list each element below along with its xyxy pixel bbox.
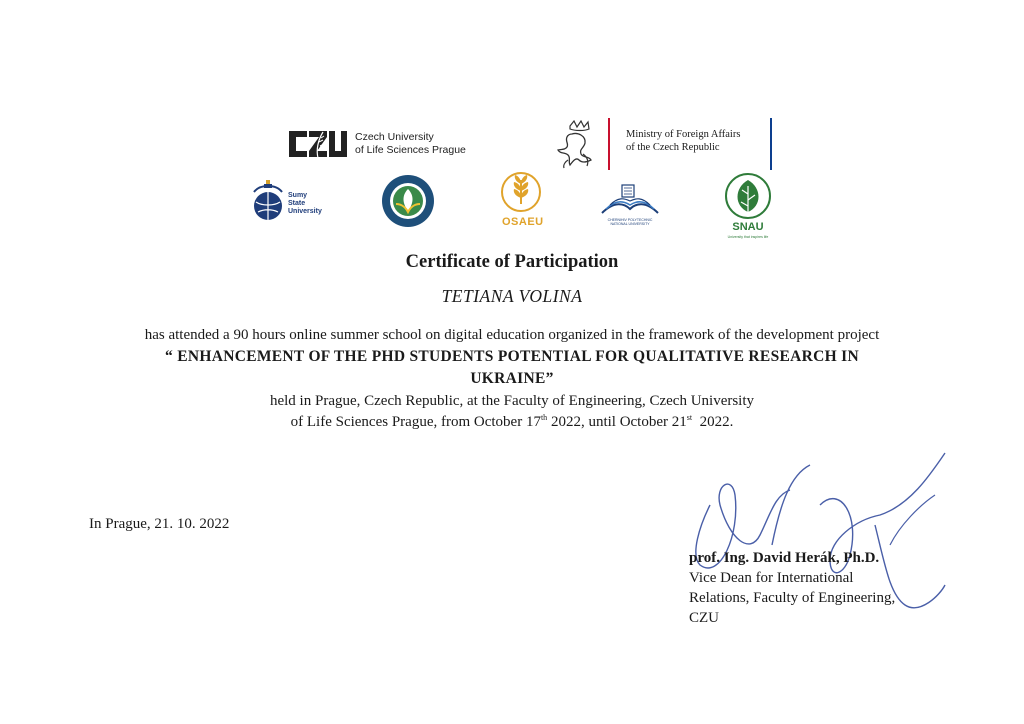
czu-name-line1: Czech University bbox=[355, 131, 434, 143]
czu-logo bbox=[287, 128, 467, 162]
snau-tagline: University that inspires life bbox=[727, 235, 769, 239]
mfa-blue-divider bbox=[770, 118, 772, 170]
held-sup-th: th bbox=[540, 413, 548, 422]
sumy-name-line2: State bbox=[288, 200, 306, 207]
held-line2-part3: 2022. bbox=[692, 414, 734, 430]
chernihiv-polytechnic-logo bbox=[598, 183, 662, 227]
sumy-name bbox=[288, 192, 322, 216]
sumy-name-line1: Sumy bbox=[288, 192, 308, 199]
sumy-name-line3: University bbox=[288, 208, 322, 215]
snau-name: SNAU bbox=[732, 221, 764, 233]
mfa-name-line2: of the Czech Republic bbox=[626, 142, 720, 153]
sumy-state-university-logo bbox=[250, 178, 340, 224]
polissia-seal-icon bbox=[381, 174, 435, 228]
czu-name bbox=[355, 131, 466, 156]
snau-logo bbox=[718, 172, 778, 244]
czech-lion-emblem-icon bbox=[556, 120, 600, 170]
signatory-name: prof. Ing. David Herák, Ph.D. bbox=[689, 550, 880, 566]
chernihiv-name: CHERNIHIV POLYTECHNIC NATIONAL UNIVERSITY bbox=[607, 218, 653, 226]
snau-leaf-icon bbox=[724, 172, 772, 220]
chernihiv-book-building-icon bbox=[598, 183, 662, 217]
project-title bbox=[120, 346, 904, 390]
held-line2-part2: 2022, until October 21 bbox=[547, 414, 687, 430]
sumy-globe-icon bbox=[250, 178, 286, 224]
mfa-logo bbox=[556, 118, 776, 174]
held-line2-part1: of Life Sciences Prague, from October 17 bbox=[290, 414, 541, 430]
osaeu-name: OSAEU bbox=[502, 216, 544, 228]
mfa-red-divider bbox=[608, 118, 610, 170]
osaeu-logo bbox=[498, 170, 544, 232]
polissia-university-seal bbox=[381, 174, 435, 228]
czu-name-line2: of Life Sciences Prague bbox=[355, 143, 466, 156]
participation-statement: has attended a 90 hours online summer school on digital education organized in the framework of the development project bbox=[144, 327, 880, 343]
certificate-title: Certificate of Participation bbox=[405, 252, 619, 272]
signatory-role-line1: Vice Dean for International bbox=[689, 570, 854, 586]
held-location-line2 bbox=[0, 414, 1024, 431]
held-sup-st: st bbox=[686, 413, 693, 422]
held-location-line1: held in Prague, Czech Republic, at the Faculty of Engineering, Czech University bbox=[269, 393, 755, 409]
signatory-role-line3: CZU bbox=[689, 610, 719, 626]
czu-wheat-logo-icon bbox=[287, 128, 349, 160]
osaeu-wheat-icon bbox=[500, 170, 542, 214]
place-and-date: In Prague, 21. 10. 2022 bbox=[89, 516, 230, 532]
project-title-line1: “ ENHANCEMENT OF THE PHD STUDENTS POTENTIAL FOR QUALITATIVE RESEARCH IN bbox=[165, 348, 859, 365]
recipient-name: TETIANA VOLINA bbox=[441, 286, 583, 306]
mfa-name bbox=[626, 128, 740, 154]
project-title-line2: UKRAINE” bbox=[470, 370, 554, 387]
mfa-name-line1: Ministry of Foreign Affairs bbox=[626, 129, 741, 140]
signatory-role-line2: Relations, Faculty of Engineering, bbox=[689, 590, 896, 606]
